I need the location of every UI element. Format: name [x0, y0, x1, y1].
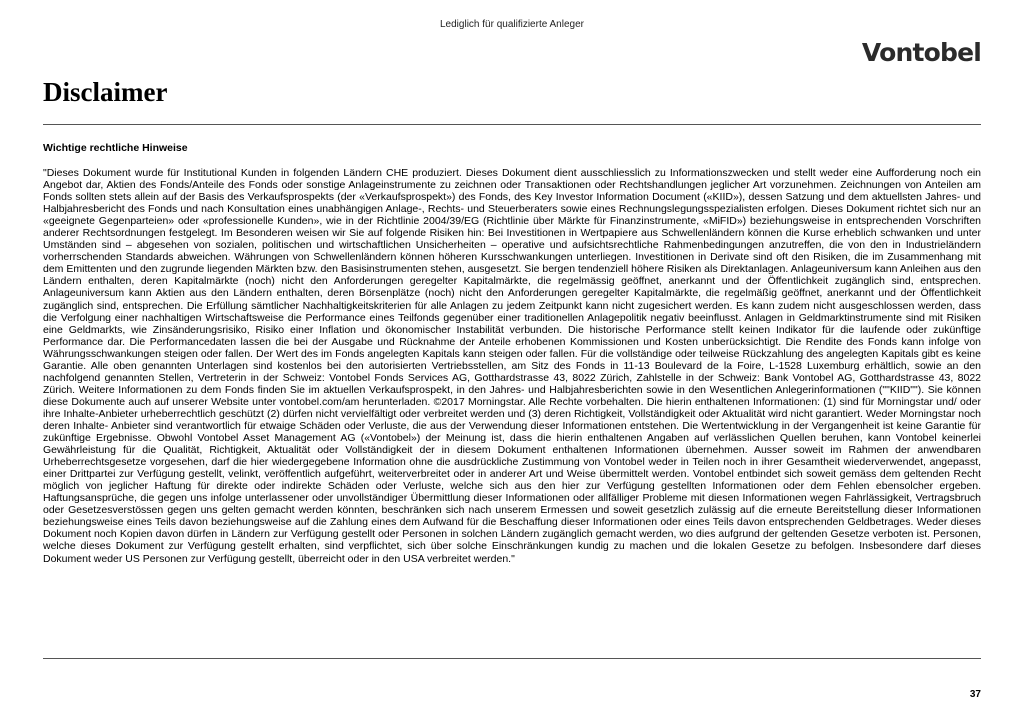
vontobel-logo: Vontobel [861, 38, 981, 67]
audience-note: Lediglich für qualifizierte Anleger [440, 19, 584, 30]
page-title: Disclaimer [43, 77, 168, 107]
disclaimer-body: "Dieses Dokument wurde für Institutional Kunden in folgenden Ländern CHE produziert. Dieses Dokument dient ausschliesslich zu Informationszwecken und stellt weder eine Aufforderung noch ein Angebot dar, Aktien des Fonds/Anteile des Fonds oder sonstige Anlageinstrumente zu zeichnen oder Transaktionen oder Rechtshandlungen jeglicher Art vorzunehmen. Zeichnungen von Anteilen am Fonds sollten stets allein auf der Basis des Verkaufsprospekts (der «Verkaufsprospekt») des Fonds, des Key Investor Information Document («KIID»), dessen Satzung und dem aktuellsten Jahres- und Halbjahresbericht des Fonds und nach Konsultation eines unabhängigen Anlage-, Rechts- und Steuerberaters sowie eines Rechnungslegungsspezialisten erfolgen. Dieses Dokument richtet sich nur an «geeignete Gegenparteien» oder «professionelle Kunden», wie in der Richtlinie 2004/39/EG (Richtlinie über Märkte für Finanzinstrumente, «MiFID») beziehungsweise in entsprechenden Vorschriften anderer Rechtsordnungen festgelegt. Im Besonderen weisen wir Sie auf folgende Risiken hin: Bei Investitionen in Wertpapiere aus Schwellenländern können die Kurse erheblich schwanken und unter Umständen sind – abgesehen von sozialen, politischen und wirtschaftlichen Unsicherheiten – operative und aufsichtsrechtliche Rahmenbedingungen anzutreffen, die von den in Industrieländern vorherrschenden Standards abweichen. Währungen von Schwellenländern können höheren Kursschwankungen unterliegen. Investitionen in Derivate sind oft den Risiken, die im Zusammenhang mit dem Emittenten und den zugrunde liegenden Märkten bzw. den Basisinstrumenten stehen, ausgesetzt. Sie bergen tendenziell höhere Risiken als Direktanlagen. Anlageuniversum kann Anleihen aus den Ländern enthalten, deren Kapitalmärkte (noch) nicht den Anforderungen geregelter Kapitalmärkte, die regelmässig geöffnet, anerkannt und der Öffentlichkeit zugänglich sind, entsprechen. Anlageuniversum kann Aktien aus den Ländern enthalten, deren Börsenplätze (noch) nicht den Anforderungen geregelter Kapitalmärkte, die regelmäßig geöffnet, anerkannt und der Öffentlichkeit zugänglich sind, entsprechen. Die Erfüllung sämtlicher Nachhaltigkeitskriterien für alle Anlagen zu jedem Zeitpunkt kann nicht zugesichert werden. Es kann zudem nicht ausgeschlossen werden, dass die Verfolgung einer nachhaltigen Wirtschaftsweise die Performance eines Teilfonds gegenüber einer traditionellen Anlagepolitik negativ beeinflusst. Anlagen in Geldmarktinstrumente sind mit Risiken eine Geldmarkts, wie Zinsänderungsrisiko, Risiko einer Inflation und ökonomischer Instabilität verbunden. Die historische Performance stellt keinen Indikator für die laufende oder zukünftige Performance dar. Die Performancedaten lassen die bei der Ausgabe und Rücknahme der Anteile erhobenen Kommissionen und Kosten unberücksichtigt. Die Rendite des Fonds kann infolge von Währungsschwankungen steigen oder fallen. Der Wert des im Fonds angelegten Kapitals kann steigen oder fallen. Für die vollständige oder teilweise Rückzahlung des angelegten Kapitals gibt es keine Garantie. Alle oben genannten Unterlagen sind kostenlos bei den autorisierten Vertriebsstellen, am Sitz des Fonds in 11-13 Boulevard de la Foire, L-1528 Luxemburg erhältlich, sowie an den nachfolgend genannten Stellen, Vertreterin in der Schweiz: Vontobel Fonds Services AG, Gotthardstrasse 43, 8022 Zürich, Zahlstelle in der Schweiz: Bank Vontobel AG, Gotthardstrasse 43, 8022 Zürich. Weitere Informationen zu dem Fonds finden Sie im aktuellen Verkaufsprospekt, in den Jahres- und Halbjahresberichten sowie in den Wesentlichen Anlegerinformationen (""KIID""). Sie können diese Dokumente auch auf unserer Website unter vontobel.com/am herunterladen. ©2017 Morningstar. Alle Rechte vorbehalten. Die hierin enthaltenen Informationen: (1) sind für Morningstar und/ oder ihre Inhalte-Anbieter urheberrechtlich geschützt (2) dürfen nicht vervielfältigt oder verbreitet werden und (3) deren Richtigkeit, Vollständigkeit oder Aktualität wird nicht garantiert. Weder Morningstar noch deren Inhalte- Anbieter sind verantwortlich für etwaige Schäden oder Verluste, die aus der Verwendung dieser Informationen entstehen. Die Wertentwicklung in der Vergangenheit ist keine Garantie für zukünftige Ergebnisse. Obwohl Vontobel Asset Management AG («Vontobel») der Meinung ist, dass die hierin enthaltenen Angaben auf verlässlichen Quellen beruhen, kann Vontobel keinerlei Gewährleistung für die Qualität, Richtigkeit, Aktualität oder Vollständigkeit der in diesem Dokument enthaltenen Informationen übernehmen. Ausser soweit im Rahmen der anwendbaren Urheberrechtsgesetze vorgesehen, darf die hier wiedergegebene Information ohne die ausdrückliche Zustimmung von Vontobel weder in Teilen noch in ihrer Gesamtheit wiederverwendet, angepasst, einer Drittpartei zur Verfügung gestellt, velinkt, veröffentlich aufgeführt, weiterverbreitet oder in anderer Art und Weise übermittelt werden. Vontobel entbindet sich soweit gemäss dem geltenden Recht möglich von jeglicher Haftung für direkte oder indirekte Schäden oder Verluste, welche sich aus den hier zur Verfügung gestellten Informationen oder dem Fehlen ebensolcher ergeben. Haftungsansprüche, die gegen uns infolge unterlassener oder unvollständiger Übermittlung dieser Informationen oder allfälliger Probleme mit diesen Informationen wegen Fahrlässigkeit, Vertragsbruch oder Gesetzesverstössen gegen uns gelten gemacht werden könnten, beschränken sich nach unserem Ermessen und soweit gesetzlich zulässig auf die erneute Bereitstellung dieser Informationen beziehungsweise eines Teils davon beziehungsweise auf die Zahlung eines dem Aufwand für die Beschaffung dieser Informationen oder eines Teils davon entsprechenden Geldbetrages. Weder dieses Dokument noch Kopien davon dürfen in Ländern zur Verfügung gestellt oder Personen in solchen Ländern zugänglich gemacht werden, wo dies aufgrund der geltenden Gesetze verboten ist. Personen, welche dieses Dokument zur Verfügung gestellt erhalten, sind verpflichtet, sich über solche Einschränkungen kundig zu machen und die lokalen Gesetze zu befolgen. Insbesondere darf dieses Dokument weder US Personen zur Verfügung gestellt, überreicht oder in den USA verbreitet werden." [43, 167, 981, 565]
page-number: 37 [969, 689, 981, 700]
top-divider [43, 124, 981, 125]
section-heading: Wichtige rechtliche Hinweise [43, 142, 188, 154]
bottom-divider [43, 658, 981, 659]
